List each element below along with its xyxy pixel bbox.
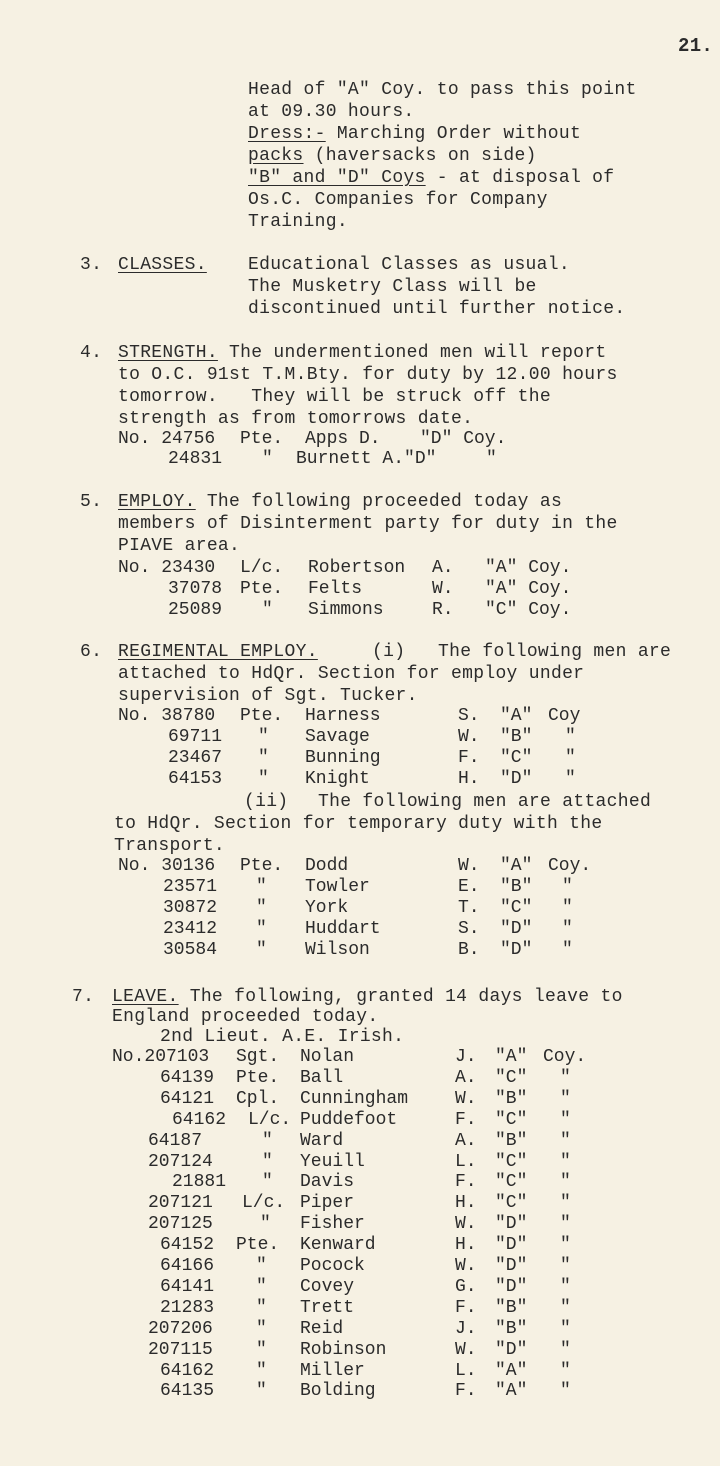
name: Bolding xyxy=(300,1381,376,1401)
company-suffix: " xyxy=(560,1277,571,1297)
company-suffix: " xyxy=(560,1361,571,1381)
initial: G. xyxy=(455,1277,477,1297)
initial: S. xyxy=(458,706,480,726)
service-number: 37078 xyxy=(168,579,223,599)
service-number: 64162 xyxy=(160,1361,215,1381)
rank: L/c. xyxy=(240,558,284,578)
sec3-line-2: The Musketry Class will be xyxy=(248,277,537,297)
service-number: 23412 xyxy=(163,919,218,939)
sec4-line-3: tomorrow. They will be struck off the xyxy=(118,387,551,407)
company: "B" xyxy=(495,1319,528,1339)
name: Robertson xyxy=(308,558,406,578)
initial: W. xyxy=(455,1089,477,1109)
sec7-heading: LEAVE. xyxy=(112,987,179,1007)
name: Yeuill xyxy=(300,1152,365,1172)
company-suffix: Coy. xyxy=(548,856,592,876)
name: Cunningham xyxy=(300,1089,409,1109)
sec6-part1-line-3: supervision of Sgt. Tucker. xyxy=(118,686,418,706)
company-suffix: Coy xyxy=(548,706,581,726)
service-number: No. 23430 xyxy=(118,558,216,578)
initial: S. xyxy=(458,919,480,939)
rank: Pte. xyxy=(236,1235,280,1255)
sec5-heading: EMPLOY. xyxy=(118,492,196,512)
sec4-text-1: The undermentioned men will report xyxy=(217,343,607,363)
company: "D" xyxy=(495,1256,528,1276)
rank: " xyxy=(256,1298,267,1318)
name: Nolan xyxy=(300,1047,355,1067)
initial: A. xyxy=(455,1131,477,1151)
initial: B. xyxy=(458,940,480,960)
rank: " xyxy=(262,600,273,620)
name: Miller xyxy=(300,1361,365,1381)
name: Piper xyxy=(300,1193,355,1213)
company-suffix: " xyxy=(560,1235,571,1255)
company: "A" xyxy=(500,856,533,876)
bd-text: - at disposal of xyxy=(425,168,615,188)
intro-line-6: Os.C. Companies for Company xyxy=(248,190,548,210)
sec4-line-1 xyxy=(118,343,606,363)
service-number: No. 38780 xyxy=(118,706,216,726)
sec6-part1-label: (i) xyxy=(372,642,406,662)
service-number: 64141 xyxy=(160,1277,215,1297)
company: "B" xyxy=(495,1131,528,1151)
rank: " xyxy=(256,1319,267,1339)
initial: W. xyxy=(458,856,480,876)
initial: H. xyxy=(455,1235,477,1255)
initial: F. xyxy=(455,1110,477,1130)
company: "A" Coy. xyxy=(485,558,572,578)
company-suffix: " xyxy=(560,1319,571,1339)
rank: Pte. xyxy=(236,1068,280,1088)
rank: " xyxy=(256,919,267,939)
intro-line-7: Training. xyxy=(248,212,348,232)
sec3-line-3: discontinued until further notice. xyxy=(248,299,626,319)
rank: " xyxy=(262,1131,273,1151)
initial: F. xyxy=(455,1172,477,1192)
initial: J. xyxy=(455,1319,477,1339)
rank: " xyxy=(258,769,269,789)
rank: " xyxy=(256,1256,267,1276)
initial: F. xyxy=(455,1381,477,1401)
name: Trett xyxy=(300,1298,355,1318)
company: "C" xyxy=(495,1068,528,1088)
initial: H. xyxy=(455,1193,477,1213)
sec3-line-1: Educational Classes as usual. xyxy=(248,255,570,275)
service-number: No.207103 xyxy=(112,1047,210,1067)
company-suffix: " xyxy=(562,940,573,960)
sec6-part2-line-2: to HdQr. Section for temporary duty with the xyxy=(114,814,603,834)
company-suffix: " xyxy=(562,877,573,897)
company: "C" xyxy=(500,898,533,918)
company-suffix: " xyxy=(565,769,576,789)
rank: Pte. xyxy=(240,579,284,599)
company: "C" xyxy=(495,1172,528,1192)
sec4-line-2: to O.C. 91st T.M.Bty. for duty by 12.00 hours xyxy=(118,365,618,385)
sec5-line-3: PIAVE area. xyxy=(118,536,241,556)
name: Puddefoot xyxy=(300,1110,398,1130)
sec7-line-1 xyxy=(112,987,623,1007)
dress-label: Dress:- xyxy=(248,124,326,144)
initial: A. xyxy=(455,1068,477,1088)
initial: H. xyxy=(458,769,480,789)
sec6-part2-line-3: Transport. xyxy=(114,836,226,856)
company: "D" xyxy=(500,919,533,939)
service-number: 23571 xyxy=(163,877,218,897)
bd-label: "B" and "D" Coys xyxy=(248,168,426,188)
service-number: 69711 xyxy=(168,727,223,747)
service-number: 207206 xyxy=(148,1319,213,1339)
service-number: 21283 xyxy=(160,1298,215,1318)
service-number: 64121 xyxy=(160,1089,215,1109)
name: Huddart xyxy=(305,919,381,939)
company-suffix: " xyxy=(560,1152,571,1172)
rank: Pte. xyxy=(240,429,284,449)
rank: " xyxy=(260,1214,271,1234)
sec6-part2-label: (ii) xyxy=(244,792,289,812)
sec3-number: 3. xyxy=(80,255,103,275)
rank: " xyxy=(256,1361,267,1381)
name: Covey xyxy=(300,1277,355,1297)
sec5-text-1: The following proceeded today as xyxy=(195,492,563,512)
sec6-part2-line-1: The following men are attached xyxy=(318,792,652,812)
bd-line xyxy=(248,168,614,188)
company: "C" Coy. xyxy=(485,600,572,620)
packs-line xyxy=(248,146,537,166)
sec4-line-4: strength as from tomorrows date. xyxy=(118,409,474,429)
service-number: 64135 xyxy=(160,1381,215,1401)
service-number: No. 24756 xyxy=(118,429,216,449)
rank: " xyxy=(258,727,269,747)
name: Robinson xyxy=(300,1340,387,1360)
initial: J. xyxy=(455,1047,477,1067)
service-number: 23467 xyxy=(168,748,223,768)
sec4-number: 4. xyxy=(80,343,103,363)
company-suffix: " xyxy=(562,919,573,939)
company-suffix: " xyxy=(562,898,573,918)
company: "C" xyxy=(495,1152,528,1172)
initial: T. xyxy=(458,898,480,918)
name: Pocock xyxy=(300,1256,365,1276)
company: "B" xyxy=(495,1089,528,1109)
initial: W. xyxy=(458,727,480,747)
company-suffix: " xyxy=(560,1068,571,1088)
service-number: 30872 xyxy=(163,898,218,918)
rank: " xyxy=(256,1340,267,1360)
company: "B" xyxy=(500,877,533,897)
packs-label: packs xyxy=(248,146,304,166)
initial: F. xyxy=(455,1298,477,1318)
name: Savage xyxy=(305,727,370,747)
service-number: No. 30136 xyxy=(118,856,216,876)
dress-line xyxy=(248,124,581,144)
company-suffix: " xyxy=(560,1131,571,1151)
service-number: 207125 xyxy=(148,1214,213,1234)
initial: W. xyxy=(455,1214,477,1234)
rank: Sgt. xyxy=(236,1047,280,1067)
name: York xyxy=(305,898,349,918)
sec6-part1-line-1: The following men are xyxy=(438,642,672,662)
company-suffix: " xyxy=(560,1381,571,1401)
name: Knight xyxy=(305,769,370,789)
company: "D" xyxy=(495,1235,528,1255)
rank: " xyxy=(262,1172,273,1192)
name: Ball xyxy=(300,1068,344,1088)
rank: " xyxy=(256,1381,267,1401)
company: "D" xyxy=(495,1340,528,1360)
packs-text: (haversacks on side) xyxy=(303,146,537,166)
company-suffix: " xyxy=(565,727,576,747)
sec7-text-1: The following, granted 14 days leave to xyxy=(178,987,623,1007)
page-number: 21. xyxy=(678,35,714,57)
name: Burnett A."D" xyxy=(296,449,437,469)
company-suffix: " xyxy=(560,1089,571,1109)
rank: " xyxy=(262,1152,273,1172)
service-number: 64187 xyxy=(148,1131,203,1151)
company-suffix: Coy. xyxy=(543,1047,587,1067)
company-suffix: " xyxy=(560,1298,571,1318)
intro-line-1: Head of "A" Coy. to pass this point xyxy=(248,80,637,100)
rank: " xyxy=(256,877,267,897)
company: "C" xyxy=(495,1110,528,1130)
rank: " xyxy=(256,1277,267,1297)
company: "A" xyxy=(500,706,533,726)
initial: W. xyxy=(432,579,454,599)
company: "A" Coy. xyxy=(485,579,572,599)
service-number: 64152 xyxy=(160,1235,215,1255)
name: Reid xyxy=(300,1319,344,1339)
company: "D" xyxy=(495,1277,528,1297)
service-number: 207124 xyxy=(148,1152,213,1172)
sec7-officer: 2nd Lieut. A.E. Irish. xyxy=(160,1027,405,1047)
name: Fisher xyxy=(300,1214,365,1234)
company: "C" xyxy=(495,1193,528,1213)
company-suffix: " xyxy=(560,1256,571,1276)
name: Felts xyxy=(308,579,363,599)
company-suffix: " xyxy=(560,1340,571,1360)
company-suffix: " xyxy=(560,1172,571,1192)
name: Dodd xyxy=(305,856,349,876)
initial: W. xyxy=(455,1340,477,1360)
name: Apps D. xyxy=(305,429,381,449)
company: "D" Coy. xyxy=(420,429,507,449)
company: " xyxy=(486,449,497,469)
rank: Pte. xyxy=(240,706,284,726)
name: Harness xyxy=(305,706,381,726)
name: Bunning xyxy=(305,748,381,768)
rank: " xyxy=(256,940,267,960)
service-number: 207121 xyxy=(148,1193,213,1213)
service-number: 24831 xyxy=(168,449,223,469)
service-number: 25089 xyxy=(168,600,223,620)
company: "D" xyxy=(500,940,533,960)
initial: E. xyxy=(458,877,480,897)
initial: R. xyxy=(432,600,454,620)
service-number: 64139 xyxy=(160,1068,215,1088)
initial: W. xyxy=(455,1256,477,1276)
company: "D" xyxy=(500,769,533,789)
company: "B" xyxy=(500,727,533,747)
name: Towler xyxy=(305,877,370,897)
dress-text: Marching Order without xyxy=(325,124,582,144)
service-number: 64162 xyxy=(172,1110,227,1130)
initial: A. xyxy=(432,558,454,578)
sec3-heading: CLASSES. xyxy=(118,255,207,275)
sec6-heading: REGIMENTAL EMPLOY. xyxy=(118,642,318,662)
sec7-line-2: England proceeded today. xyxy=(112,1007,379,1027)
rank: Cpl. xyxy=(236,1089,280,1109)
company: "A" xyxy=(495,1381,528,1401)
sec6-part1-line-2: attached to HdQr. Section for employ under xyxy=(118,664,585,684)
name: Wilson xyxy=(305,940,370,960)
company-suffix: " xyxy=(560,1110,571,1130)
service-number: 64166 xyxy=(160,1256,215,1276)
initial: F. xyxy=(458,748,480,768)
rank: " xyxy=(256,898,267,918)
rank: Pte. xyxy=(240,856,284,876)
initial: L. xyxy=(455,1361,477,1381)
sec7-number: 7. xyxy=(72,987,95,1007)
company: "A" xyxy=(495,1047,528,1067)
company-suffix: " xyxy=(560,1193,571,1213)
service-number: 64153 xyxy=(168,769,223,789)
service-number: 30584 xyxy=(163,940,218,960)
service-number: 21881 xyxy=(172,1172,227,1192)
company: "C" xyxy=(500,748,533,768)
sec5-line-2: members of Disinterment party for duty in the xyxy=(118,514,618,534)
company: "D" xyxy=(495,1214,528,1234)
sec5-number: 5. xyxy=(80,492,103,512)
name: Davis xyxy=(300,1172,355,1192)
sec5-line-1 xyxy=(118,492,562,512)
company-suffix: " xyxy=(565,748,576,768)
rank: L/c. xyxy=(248,1110,292,1130)
company-suffix: " xyxy=(560,1214,571,1234)
name: Kenward xyxy=(300,1235,376,1255)
name: Ward xyxy=(300,1131,344,1151)
sec6-number: 6. xyxy=(80,642,103,662)
company: "A" xyxy=(495,1361,528,1381)
intro-line-2: at 09.30 hours. xyxy=(248,102,415,122)
name: Simmons xyxy=(308,600,384,620)
rank: " xyxy=(258,748,269,768)
rank: L/c. xyxy=(242,1193,286,1213)
service-number: 207115 xyxy=(148,1340,213,1360)
company: "B" xyxy=(495,1298,528,1318)
sec4-heading: STRENGTH. xyxy=(118,343,218,363)
initial: L. xyxy=(455,1152,477,1172)
rank: " xyxy=(262,449,273,469)
